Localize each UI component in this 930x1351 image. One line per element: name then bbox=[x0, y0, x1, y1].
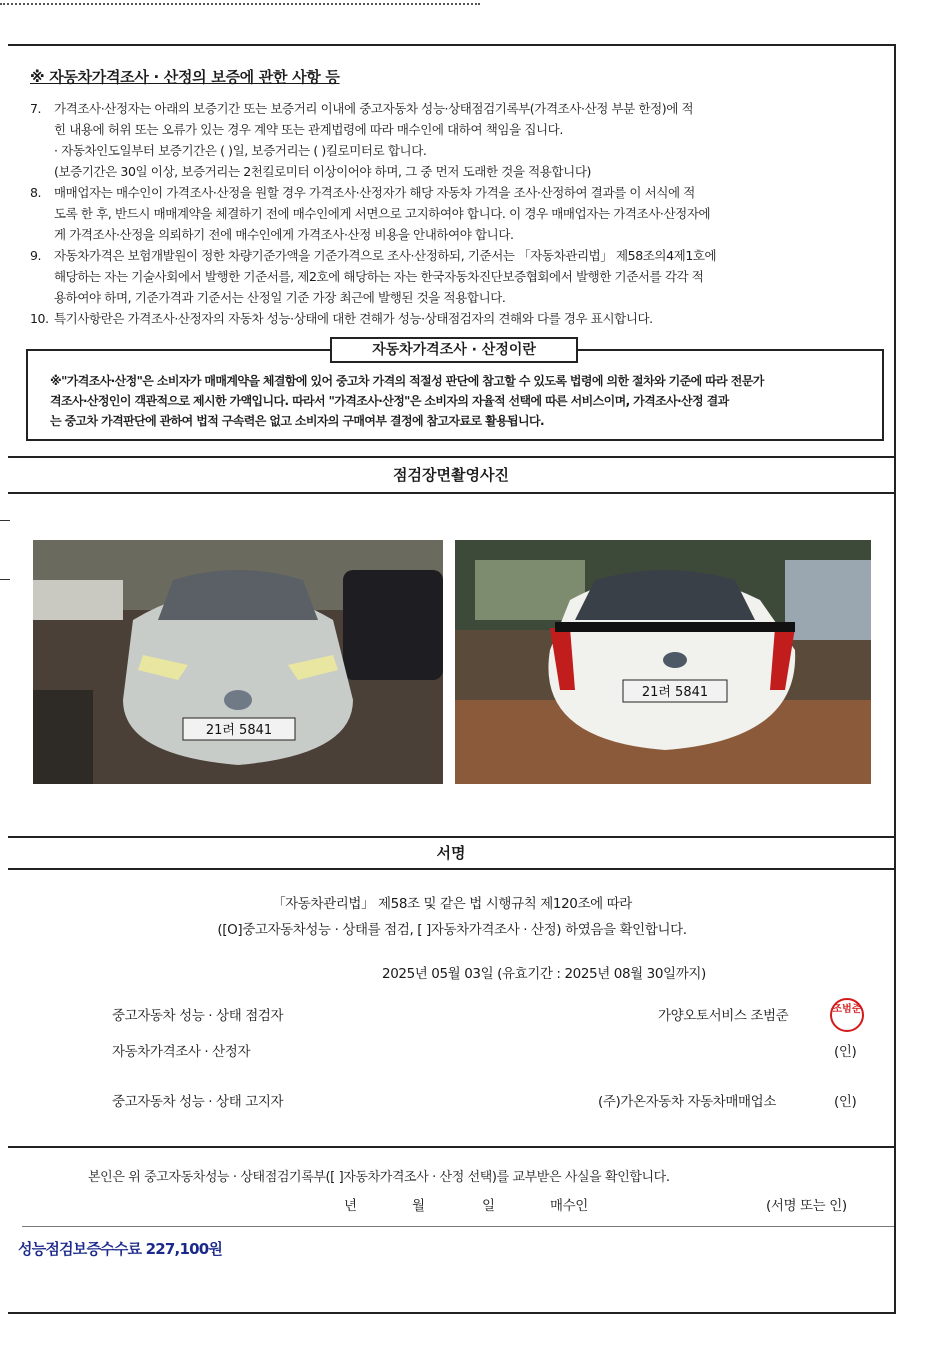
receipt-day: 일 bbox=[482, 1198, 495, 1214]
inspection-fee: 성능점검보증수수료 227,100원 bbox=[18, 1240, 223, 1258]
receipt-buyer: 매수인 bbox=[550, 1198, 588, 1214]
inspector-name: 가양오토서비스 조범준 bbox=[658, 1008, 789, 1024]
notifier-mark: (인) bbox=[834, 1094, 857, 1110]
item-line: 가격조사·산정자는 아래의 보증기간 또는 보증거리 이내에 중고자동차 성능·상태점검기록부(가격조사·산정 부분 한정)에 적 bbox=[54, 101, 694, 116]
inspector-label: 중고자동차 성능 · 상태 점검자 bbox=[112, 1008, 284, 1024]
warranty-item-8 bbox=[22, 182, 882, 245]
receipt-sign: (서명 또는 인) bbox=[766, 1198, 847, 1214]
signature-section bbox=[8, 870, 894, 1148]
front-plate-text: 21려 5841 bbox=[205, 723, 273, 738]
warranty-section bbox=[8, 46, 894, 458]
item-line: (보증기간은 30일 이상, 보증거리는 2천킬로미터 이상이어야 하며, 그 중 먼저 도래한 것을 적용합니다) bbox=[54, 164, 591, 179]
law-line: 「자동차관리법」 제58조 및 같은 법 시행규칙 제120조에 따라 bbox=[272, 896, 632, 912]
notifier-label: 중고자동차 성능 · 상태 고지자 bbox=[112, 1094, 284, 1110]
item-line: 도록 한 후, 반드시 매매계약을 체결하기 전에 매수인에게 서면으로 고지하여야 합니다. 이 경우 매매업자는 가격조사·산정자에 bbox=[54, 206, 711, 221]
item-line: 힌 내용에 허위 또는 오류가 있는 경우 계약 또는 관계법령에 따라 매수인에 대하여 책임을 집니다. bbox=[54, 122, 563, 137]
warranty-item-7 bbox=[22, 98, 882, 182]
item-line: 자동차가격은 보험개발원이 정한 차량기준가액을 기준가격으로 조사·산정하되, 기준서는 「자동차관리법」 제58조의4제1호에 bbox=[54, 248, 717, 263]
item-line: 특기사항란은 가격조사·산정자의 자동차 성능·상태에 대한 견해가 성능·상태점검자의 견해와 다를 경우 표시합니다. bbox=[54, 311, 653, 326]
item-number: 8. bbox=[30, 185, 42, 200]
definition-line: 는 중고차 가격판단에 관하여 법적 구속력은 없고 소비자의 구매여부 결정에 참고자료로 활용됩니다. bbox=[50, 414, 544, 428]
top-dotted-rule bbox=[0, 0, 480, 5]
rear-car-photo bbox=[455, 540, 871, 784]
item-line: 게 가격조사·산정을 의뢰하기 전에 매수인에게 가격조사·산정 비용을 안내하여야 합니다. bbox=[54, 227, 514, 242]
item-line: · 자동차인도일부터 보증기간은 ( )일, 보증거리는 ( )킬로미터로 합니다. bbox=[54, 143, 427, 158]
receipt-year: 년 bbox=[344, 1198, 357, 1214]
warranty-item-9 bbox=[22, 245, 882, 308]
photo-section-heading: 점검장면촬영사진 bbox=[8, 458, 894, 494]
photo-section bbox=[8, 494, 894, 838]
document-page bbox=[8, 44, 896, 1314]
warranty-item-10 bbox=[22, 308, 882, 329]
signature-heading: 서명 bbox=[8, 838, 894, 870]
notifier-name: (주)가온자동차 자동차매매업소 bbox=[598, 1094, 776, 1110]
appraiser-mark: (인) bbox=[834, 1044, 857, 1060]
item-number: 7. bbox=[30, 101, 42, 116]
item-line: 매매업자는 매수인이 가격조사·산정을 원할 경우 가격조사·산정자가 해당 자동차 가격을 조사·산정하여 결과를 이 서식에 적 bbox=[54, 185, 695, 200]
definition-heading: 자동차가격조사 · 산정이란 bbox=[330, 337, 578, 363]
receipt-line: 본인은 위 중고자동차성능 · 상태점검기록부([ ]자동차가격조사 · 산정 선택)를 교부받은 사실을 확인합니다. bbox=[88, 1170, 670, 1185]
item-number: 9. bbox=[30, 248, 42, 263]
front-car-photo bbox=[33, 540, 443, 784]
rear-plate-text: 21려 5841 bbox=[641, 685, 709, 700]
appraiser-label: 자동차가격조사 · 산정자 bbox=[112, 1044, 251, 1060]
receipt-section bbox=[8, 1148, 894, 1228]
item-line: 용하여야 하며, 기준가격과 기준서는 산정일 기준 가장 최근에 발행된 것을 적용합니다. bbox=[54, 290, 506, 305]
date-line: 2025년 05월 03일 (유효기간 : 2025년 08월 30일까지) bbox=[382, 966, 706, 982]
receipt-month: 월 bbox=[412, 1198, 425, 1214]
item-number: 10. bbox=[30, 311, 49, 326]
confirm-line: ([O]중고자동차성능 · 상태를 점검, [ ]자동차가격조사 · 산정) 하였음을 확인합니다. bbox=[217, 922, 687, 938]
warranty-title: ※ 자동차가격조사 · 산정의 보증에 관한 사항 등 bbox=[30, 68, 340, 86]
inspector-seal: 조범준 bbox=[830, 998, 864, 1032]
definition-line: 격조사·산정인이 객관적으로 제시한 가액입니다. 따라서 "가격조사·산정"은 소비자의 자율적 선택에 따른 서비스이며, 가격조사·산정 결과 bbox=[50, 394, 729, 408]
left-margin-marks bbox=[0, 520, 10, 580]
definition-line: ※"가격조사·산정"은 소비자가 매매계약을 체결함에 있어 중고차 가격의 적절성 판단에 참고할 수 있도록 법령에 의한 절차와 기준에 따라 전문가 bbox=[50, 374, 764, 388]
item-line: 해당하는 자는 기술사회에서 발행한 기준서를, 제2호에 해당하는 자는 한국자동차진단보증협회에서 발행한 기준서를 각각 적 bbox=[54, 269, 704, 284]
warranty-items bbox=[22, 98, 882, 329]
receipt-rule bbox=[22, 1226, 894, 1227]
